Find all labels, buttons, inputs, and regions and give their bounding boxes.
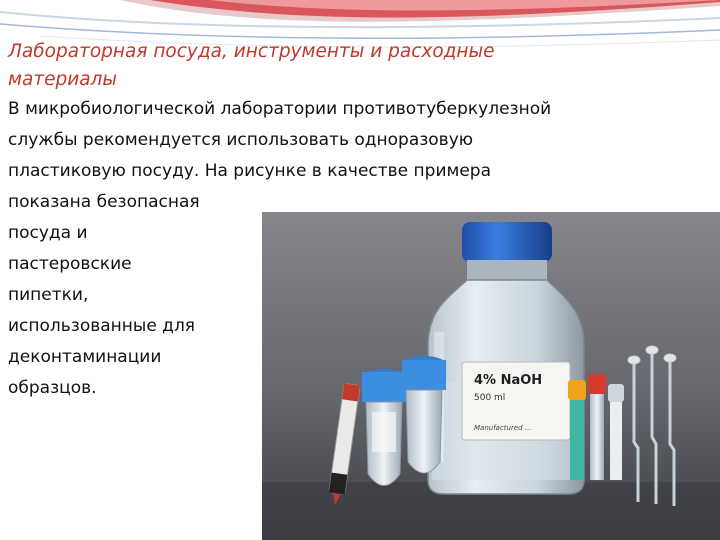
lab-glassware-photo xyxy=(262,212,720,540)
paragraph-line: В микробиологической лаборатории противотуберкулезной xyxy=(8,99,552,119)
centrifuge-tube-left xyxy=(362,369,406,486)
paragraph-line: пипетки, xyxy=(8,285,89,305)
slide-title xyxy=(8,38,568,94)
paragraph-line: образцов. xyxy=(8,378,97,398)
paragraph-line: пастеровские xyxy=(8,254,132,274)
paragraph-line: службы рекомендуется использовать одноразовую xyxy=(8,130,474,150)
bottle-label-line-3: Manufactured ... xyxy=(474,424,532,432)
paragraph-line: пластиковую посуду. На рисунке в качестве примера xyxy=(8,161,491,181)
centrifuge-tube-right xyxy=(402,356,446,473)
slide-title-line-2: материалы xyxy=(8,69,117,90)
paragraph-line: посуда и xyxy=(8,223,88,243)
paragraph-line: показана безопасная xyxy=(8,192,200,212)
small-tubes xyxy=(568,374,624,480)
bottle-label-line-1: 4% NaOH xyxy=(474,373,543,388)
slide-title-line-1: Лабораторная посуда, инструменты и расходные xyxy=(8,41,495,62)
paragraph-line: использованные для xyxy=(8,316,196,336)
bottle-label-line-2: 500 ml xyxy=(474,393,506,403)
paragraph-line: деконтаминации xyxy=(8,347,162,367)
